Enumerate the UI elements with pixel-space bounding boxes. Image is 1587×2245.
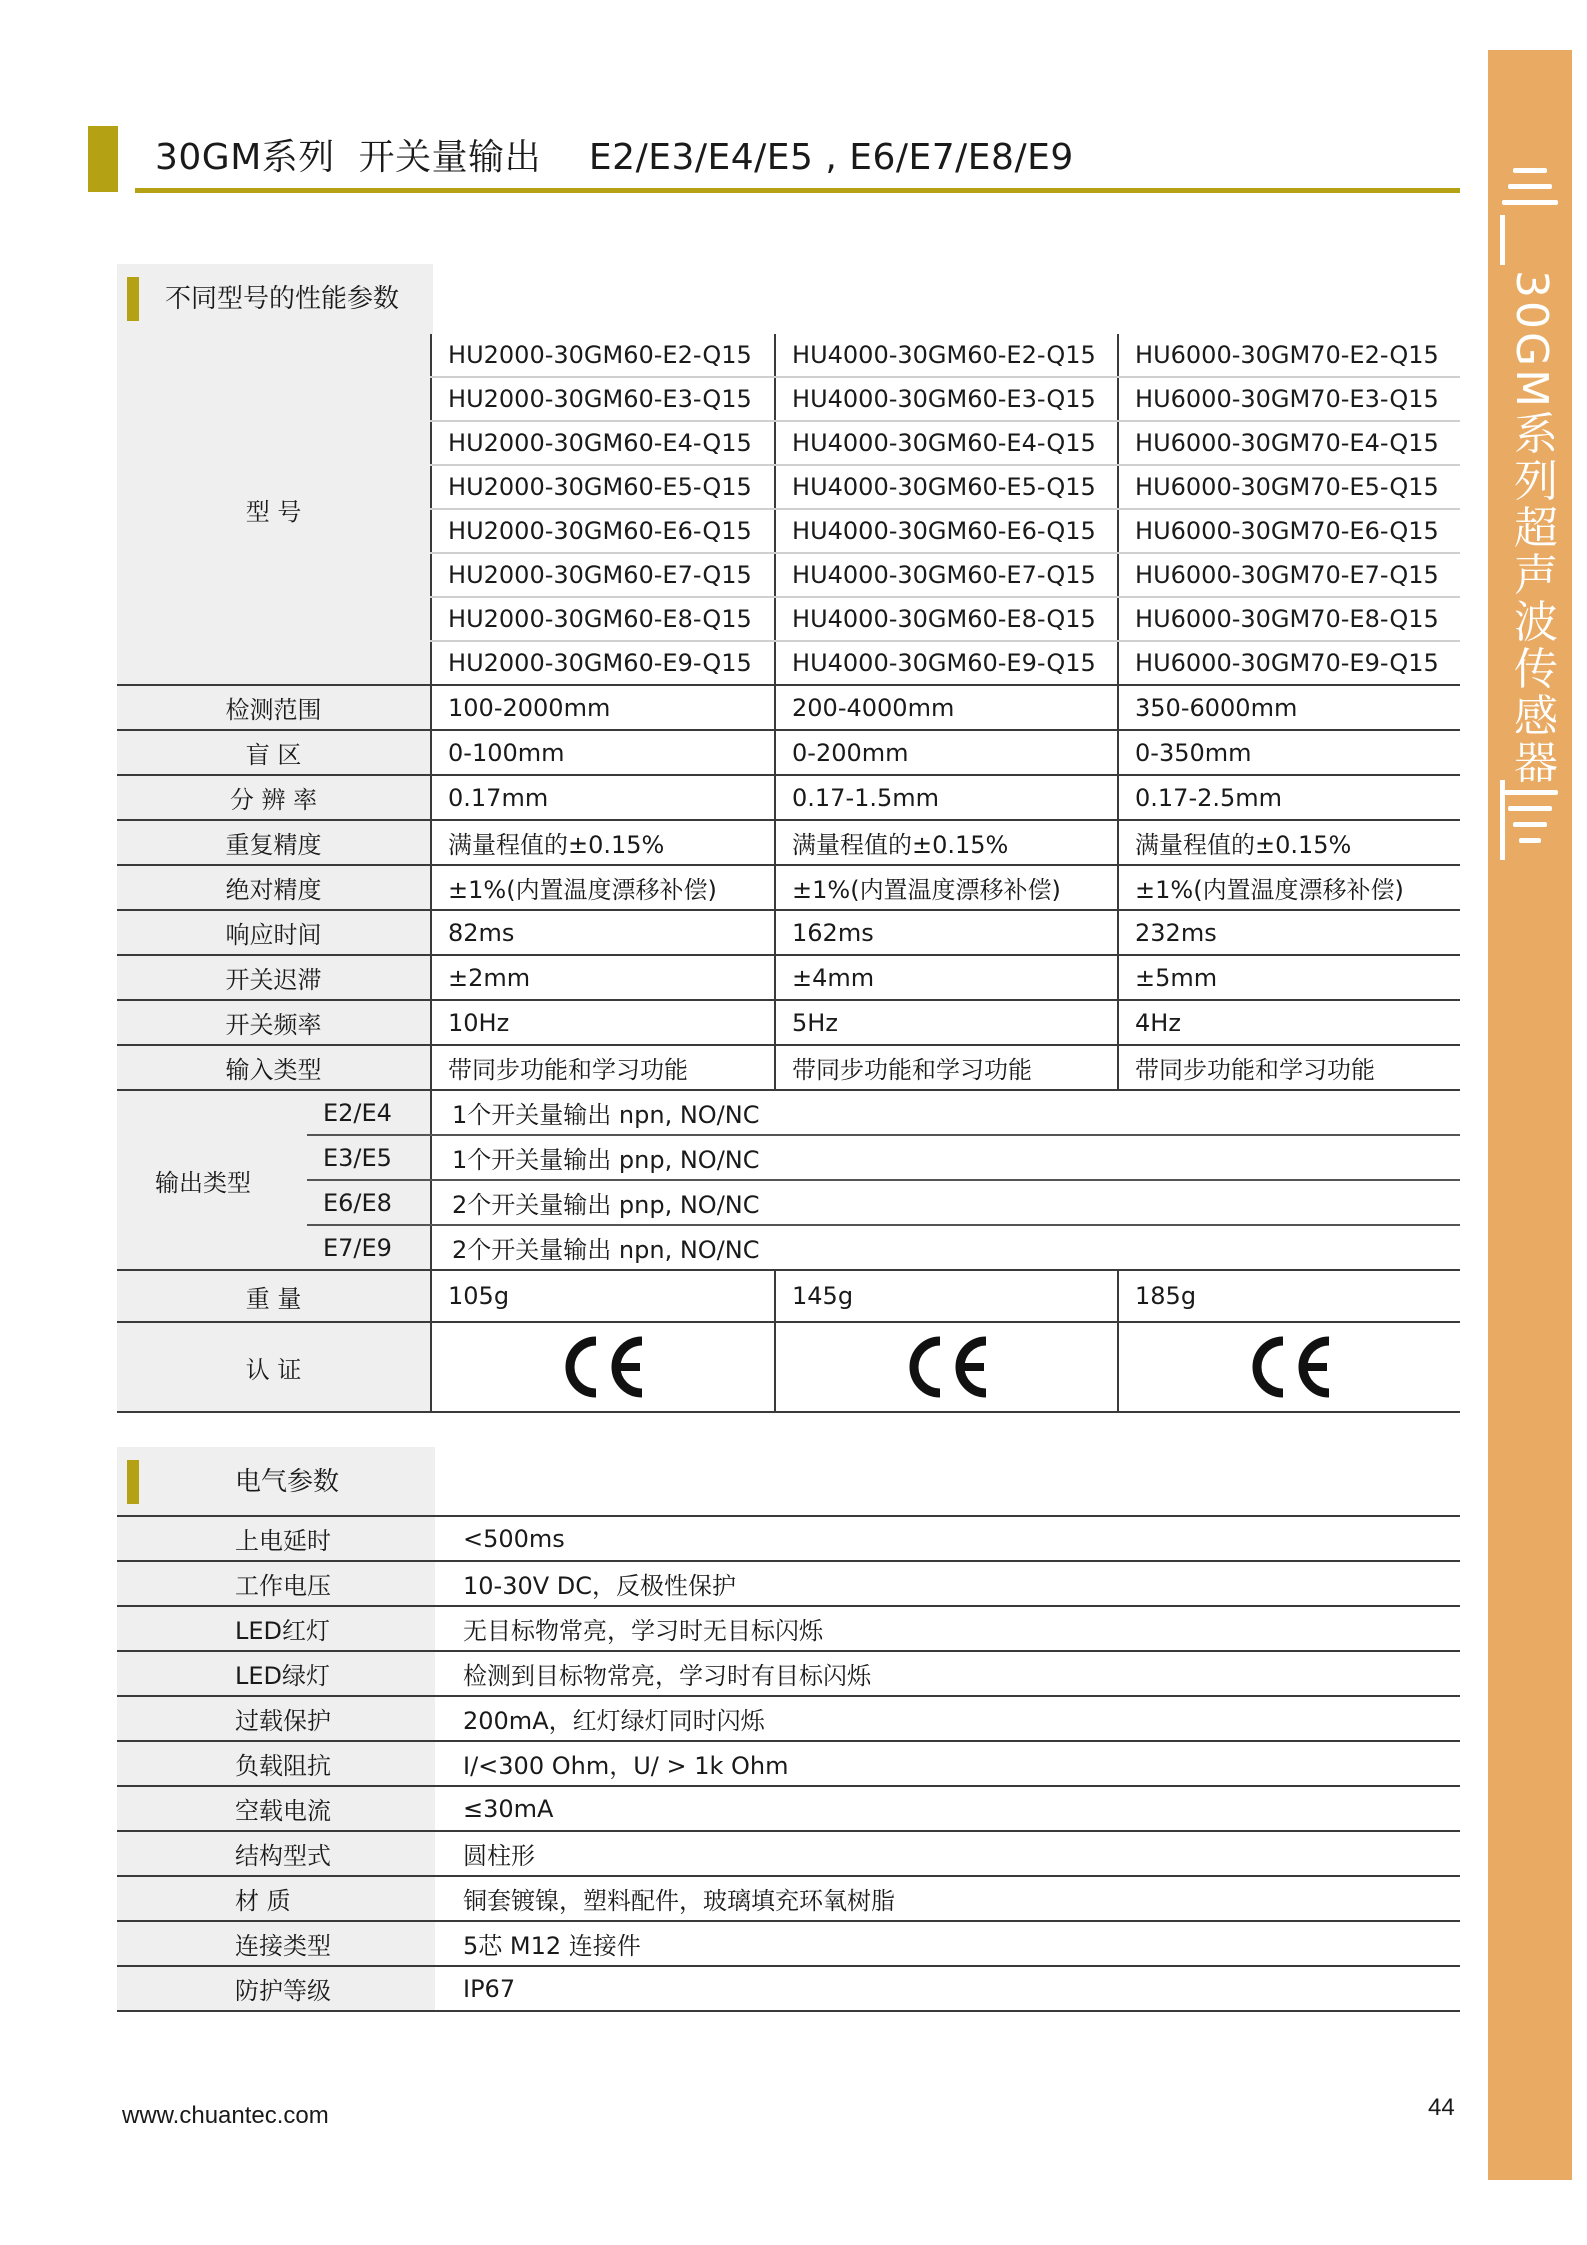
model-cell: HU6000-30GM70-E7-Q15 xyxy=(1118,553,1460,597)
weight-value: 185g xyxy=(1118,1270,1460,1322)
model-cell: HU6000-30GM70-E6-Q15 xyxy=(1118,509,1460,553)
perf-section-accent xyxy=(127,277,139,321)
spec-label: 检测范围 xyxy=(117,685,431,730)
spec-value: ±1%(内置温度漂移补偿) xyxy=(431,865,775,910)
table-row xyxy=(117,1322,1460,1412)
spec-label: 输入类型 xyxy=(117,1045,431,1090)
table-row xyxy=(117,1741,1460,1786)
spec-value: ±1%(内置温度漂移补偿) xyxy=(775,865,1118,910)
side-band-stripes-bottom xyxy=(1502,790,1558,854)
side-band-vline-top xyxy=(1500,215,1505,265)
spec-value: 满量程值的±0.15% xyxy=(775,820,1118,865)
table-row xyxy=(117,730,1460,775)
table-row xyxy=(117,1966,1460,2011)
model-cell: HU2000-30GM60-E2-Q15 xyxy=(431,334,775,377)
spec-value: 0.17-2.5mm xyxy=(1118,775,1460,820)
table-row xyxy=(117,685,1460,730)
spec-label: 开关迟滞 xyxy=(117,955,431,1000)
table-row xyxy=(117,1696,1460,1741)
elec-label: 空载电流 xyxy=(117,1786,435,1831)
model-cell: HU4000-30GM60-E9-Q15 xyxy=(775,641,1118,685)
weight-value: 105g xyxy=(431,1270,775,1322)
spec-value: 满量程值的±0.15% xyxy=(1118,820,1460,865)
model-cell: HU6000-30GM70-E4-Q15 xyxy=(1118,421,1460,465)
model-cell: HU4000-30GM60-E5-Q15 xyxy=(775,465,1118,509)
table-row xyxy=(117,1921,1460,1966)
output-desc: 1个开关量输出 pnp, NO/NC xyxy=(431,1135,1460,1180)
table-row xyxy=(117,1876,1460,1921)
spec-value: 350-6000mm xyxy=(1118,685,1460,730)
spec-label: 重复精度 xyxy=(117,820,431,865)
side-band-stripes-top xyxy=(1502,168,1558,216)
model-cell: HU2000-30GM60-E9-Q15 xyxy=(431,641,775,685)
ce-mark-icon xyxy=(1245,1335,1335,1399)
model-cell: HU2000-30GM60-E6-Q15 xyxy=(431,509,775,553)
spec-value: 100-2000mm xyxy=(431,685,775,730)
spec-value: 0-100mm xyxy=(431,730,775,775)
spec-value: 4Hz xyxy=(1118,1000,1460,1045)
spec-value: 0-200mm xyxy=(775,730,1118,775)
elec-value: 圆柱形 xyxy=(435,1831,1460,1876)
elec-label: 防护等级 xyxy=(117,1966,435,2011)
elec-value: 铜套镀镍，塑料配件，玻璃填充环氧树脂 xyxy=(435,1876,1460,1921)
table-row xyxy=(117,1831,1460,1876)
model-cell: HU2000-30GM60-E8-Q15 xyxy=(431,597,775,641)
cert-label: 认 证 xyxy=(117,1322,431,1412)
model-cell: HU6000-30GM70-E3-Q15 xyxy=(1118,377,1460,421)
elec-value: I/<300 Ohm，U/ > 1k Ohm xyxy=(435,1741,1460,1786)
page-number: 44 xyxy=(1428,2094,1455,2121)
spec-value: ±1%(内置温度漂移补偿) xyxy=(1118,865,1460,910)
elec-value: 200mA，红灯绿灯同时闪烁 xyxy=(435,1696,1460,1741)
output-code: E7/E9 xyxy=(307,1225,431,1270)
model-cell: HU4000-30GM60-E2-Q15 xyxy=(775,334,1118,377)
elec-value: 5芯 M12 连接件 xyxy=(435,1921,1460,1966)
spec-value: 82ms xyxy=(431,910,775,955)
table-row xyxy=(117,1270,1460,1322)
model-cell: HU4000-30GM60-E7-Q15 xyxy=(775,553,1118,597)
table-row xyxy=(117,1000,1460,1045)
table-row xyxy=(117,1180,1460,1225)
table-row xyxy=(117,955,1460,1000)
spec-value: 满量程值的±0.15% xyxy=(431,820,775,865)
elec-section-title: 电气参数 xyxy=(235,1467,340,1497)
table-row xyxy=(117,820,1460,865)
table-row xyxy=(117,1651,1460,1696)
model-cell: HU4000-30GM60-E6-Q15 xyxy=(775,509,1118,553)
table-row xyxy=(117,910,1460,955)
elec-label: 过载保护 xyxy=(117,1696,435,1741)
elec-value: ≤30mA xyxy=(435,1786,1460,1831)
output-type-label: 输出类型 xyxy=(117,1090,307,1270)
spec-value: ±5mm xyxy=(1118,955,1460,1000)
elec-section-accent xyxy=(127,1460,139,1504)
cert-cell xyxy=(431,1322,775,1412)
elec-label: 工作电压 xyxy=(117,1561,435,1606)
model-cell: HU6000-30GM70-E8-Q15 xyxy=(1118,597,1460,641)
perf-section-header xyxy=(117,264,433,334)
cert-cell xyxy=(1118,1322,1460,1412)
page-title: 30GM系列 开关量输出 E2/E3/E4/E5 , E6/E7/E8/E9 xyxy=(155,137,1074,178)
elec-table xyxy=(117,1517,1460,2012)
output-code: E6/E8 xyxy=(307,1180,431,1225)
spec-value: 232ms xyxy=(1118,910,1460,955)
elec-section-header xyxy=(117,1447,435,1517)
spec-value: 带同步功能和学习功能 xyxy=(1118,1045,1460,1090)
elec-value: <500ms xyxy=(435,1517,1460,1561)
table-row xyxy=(117,775,1460,820)
model-cell: HU2000-30GM60-E3-Q15 xyxy=(431,377,775,421)
model-cell: HU2000-30GM60-E7-Q15 xyxy=(431,553,775,597)
footer-url: www.chuantec.com xyxy=(122,2102,329,2129)
cert-cell xyxy=(775,1322,1118,1412)
weight-value: 145g xyxy=(775,1270,1118,1322)
output-desc: 2个开关量输出 pnp, NO/NC xyxy=(431,1180,1460,1225)
table-row xyxy=(117,1561,1460,1606)
spec-value: ±4mm xyxy=(775,955,1118,1000)
spec-value: 带同步功能和学习功能 xyxy=(431,1045,775,1090)
model-cell: HU4000-30GM60-E3-Q15 xyxy=(775,377,1118,421)
spec-value: 10Hz xyxy=(431,1000,775,1045)
elec-label: 结构型式 xyxy=(117,1831,435,1876)
elec-label: 连接类型 xyxy=(117,1921,435,1966)
spec-label: 开关频率 xyxy=(117,1000,431,1045)
spec-label: 盲 区 xyxy=(117,730,431,775)
model-cell: HU2000-30GM60-E4-Q15 xyxy=(431,421,775,465)
elec-label: LED绿灯 xyxy=(117,1651,435,1696)
table-row xyxy=(117,1786,1460,1831)
elec-label: LED红灯 xyxy=(117,1606,435,1651)
table-row xyxy=(117,1045,1460,1090)
model-label: 型 号 xyxy=(117,334,431,685)
output-code: E3/E5 xyxy=(307,1135,431,1180)
elec-value: IP67 xyxy=(435,1966,1460,2011)
model-cell: HU6000-30GM70-E2-Q15 xyxy=(1118,334,1460,377)
perf-table xyxy=(117,334,1460,1413)
spec-value: 5Hz xyxy=(775,1000,1118,1045)
table-row xyxy=(117,1090,1460,1135)
spec-value: 0.17mm xyxy=(431,775,775,820)
elec-label: 材 质 xyxy=(117,1876,435,1921)
ce-mark-icon xyxy=(558,1335,648,1399)
model-cell: HU6000-30GM70-E9-Q15 xyxy=(1118,641,1460,685)
table-row xyxy=(117,1517,1460,1561)
output-code: E2/E4 xyxy=(307,1090,431,1135)
perf-section-title: 不同型号的性能参数 xyxy=(165,284,400,314)
table-row xyxy=(117,865,1460,910)
spec-value: 带同步功能和学习功能 xyxy=(775,1045,1118,1090)
side-band-title: 30GM系列超声波传感器 xyxy=(1506,270,1557,787)
table-row xyxy=(117,1225,1460,1270)
ce-mark-icon xyxy=(902,1335,992,1399)
spec-value: 162ms xyxy=(775,910,1118,955)
output-desc: 1个开关量输出 npn, NO/NC xyxy=(431,1090,1460,1135)
model-cell: HU2000-30GM60-E5-Q15 xyxy=(431,465,775,509)
model-cell: HU4000-30GM60-E4-Q15 xyxy=(775,421,1118,465)
table-row xyxy=(117,1135,1460,1180)
spec-label: 分 辨 率 xyxy=(117,775,431,820)
model-cell: HU6000-30GM70-E5-Q15 xyxy=(1118,465,1460,509)
elec-value: 检测到目标物常亮，学习时有目标闪烁 xyxy=(435,1651,1460,1696)
elec-value: 10-30V DC，反极性保护 xyxy=(435,1561,1460,1606)
header-accent-bar xyxy=(88,126,118,192)
weight-label: 重 量 xyxy=(117,1270,431,1322)
spec-value: 0.17-1.5mm xyxy=(775,775,1118,820)
spec-value: 200-4000mm xyxy=(775,685,1118,730)
model-cell: HU4000-30GM60-E8-Q15 xyxy=(775,597,1118,641)
spec-value: 0-350mm xyxy=(1118,730,1460,775)
output-desc: 2个开关量输出 npn, NO/NC xyxy=(431,1225,1460,1270)
spec-label: 响应时间 xyxy=(117,910,431,955)
elec-label: 上电延时 xyxy=(117,1517,435,1561)
table-row xyxy=(117,334,1460,377)
spec-label: 绝对精度 xyxy=(117,865,431,910)
spec-value: ±2mm xyxy=(431,955,775,1000)
header-divider xyxy=(135,188,1460,193)
table-row xyxy=(117,1606,1460,1651)
elec-label: 负载阻抗 xyxy=(117,1741,435,1786)
elec-value: 无目标物常亮，学习时无目标闪烁 xyxy=(435,1606,1460,1651)
